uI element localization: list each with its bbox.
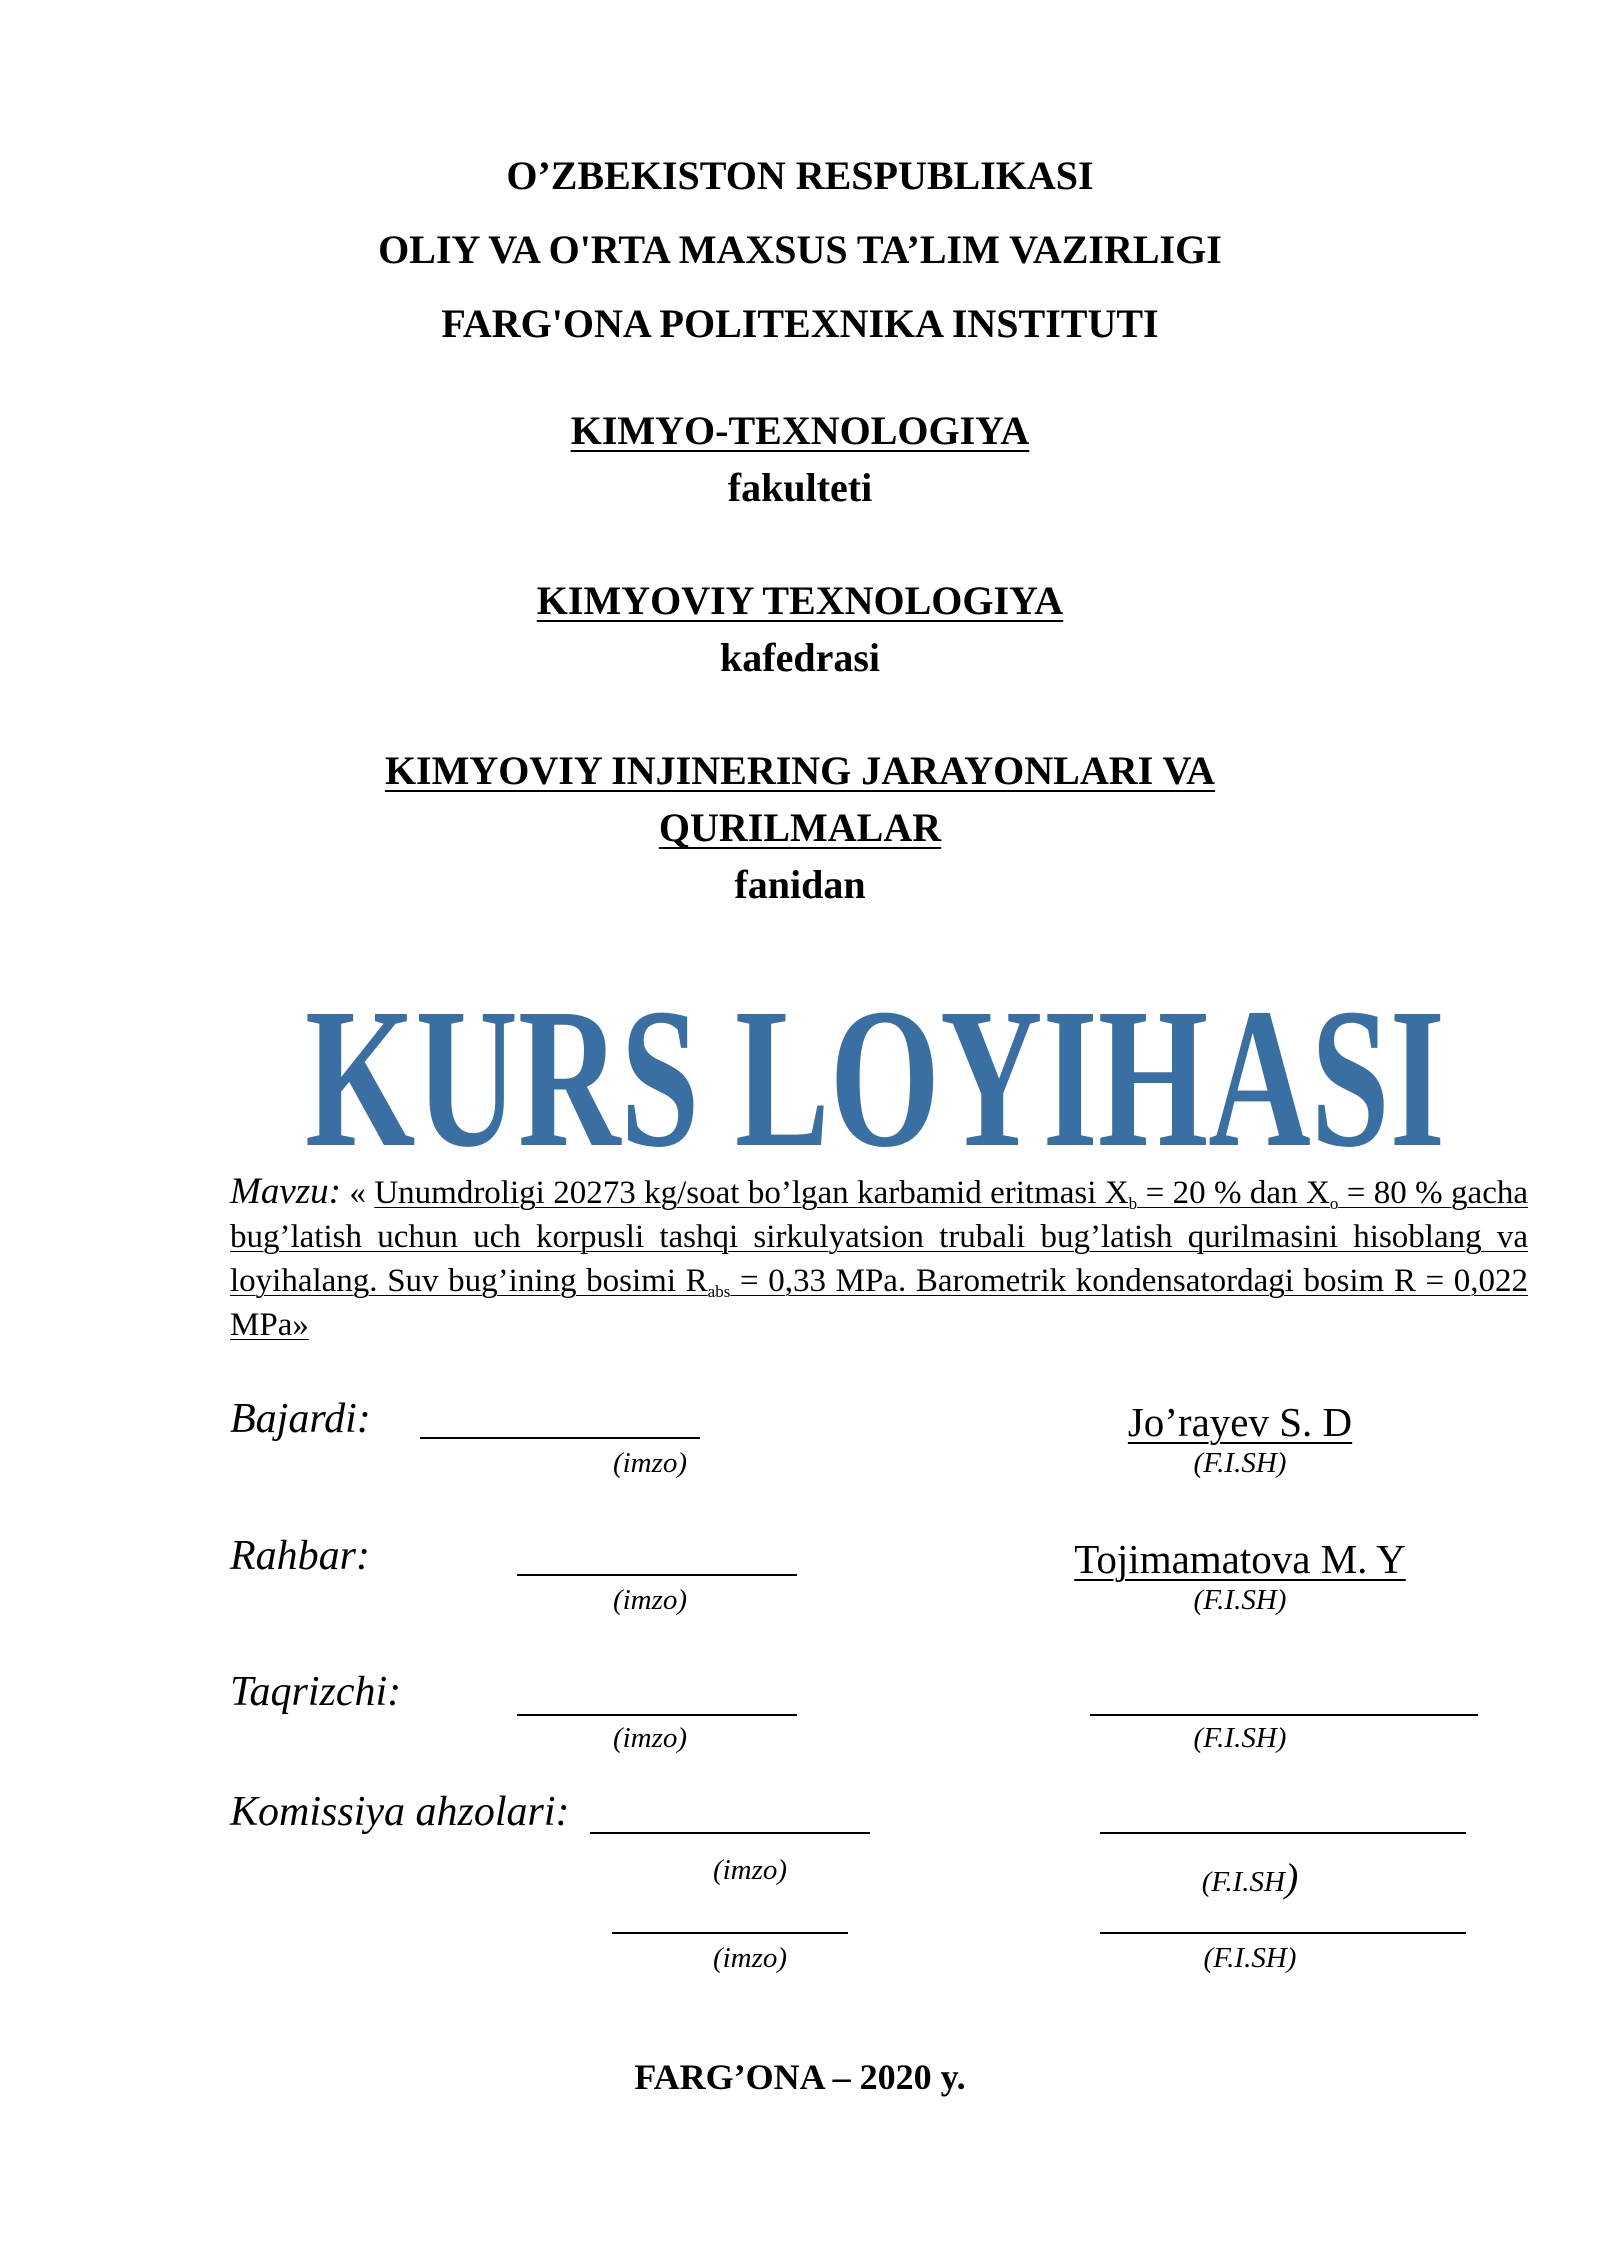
rahbar-label: Rahbar: <box>230 1533 370 1579</box>
ministry-country: O’ZBEKISTON RESPUBLIKASI <box>506 153 1094 198</box>
bajardi-signature-line <box>420 1437 700 1439</box>
topic-paragraph <box>230 1170 1528 1347</box>
faculty-suffix: fakulteti <box>727 465 873 510</box>
komissiya-name-note-1 <box>1150 1854 1350 1901</box>
rahbar-name-text: Tojimamatova M. Y <box>1074 1536 1406 1582</box>
rahbar-name-note: (F.I.SH) <box>1193 1584 1287 1616</box>
department-suffix: kafedrasi <box>720 635 880 680</box>
course-project-title-text: KURS LOYIHASI <box>305 968 1445 1155</box>
subject-suffix: fanidan <box>734 862 866 907</box>
department-name <box>0 577 1600 624</box>
bajardi-name-text: Jo’rayev S. D <box>1127 1399 1353 1445</box>
taqrizchi-name-note: (F.I.SH) <box>1193 1722 1287 1754</box>
topic-label: Mavzu: <box>230 1171 341 1212</box>
rahbar-sign-note: (imzo) <box>612 1584 688 1616</box>
bajardi-sign-note: (imzo) <box>612 1447 688 1479</box>
subject-name-line1 <box>0 747 1600 794</box>
komissiya-name-note-1-paren: ) <box>1284 1855 1299 1900</box>
komissiya-name-note-2: (F.I.SH) <box>1203 1942 1297 1974</box>
bajardi-name-note: (F.I.SH) <box>1193 1447 1287 1479</box>
taqrizchi-signature-line <box>517 1714 797 1716</box>
komissiya-name-line-1 <box>1100 1832 1466 1834</box>
komissiya-signature-line-2 <box>612 1932 848 1934</box>
rahbar-name <box>1040 1535 1440 1583</box>
topic-text-part2: = 20 % dan X <box>1137 1175 1330 1211</box>
komissiya-label: Komissiya ahzolari: <box>230 1789 570 1835</box>
department-name-text: KIMYOVIY TEXNOLOGIYA <box>536 578 1064 623</box>
institute-name: FARG'ONA POLITEXNIKA INSTITUTI <box>441 301 1159 346</box>
topic-text-part3: = 80 % gacha bug’latish uchun uch korpusli tashqi sirkulyatsion trubali bug’latish qurilmasini hisoblang va loyihalang. Suv bug’ining bosimi R <box>230 1175 1529 1299</box>
footer-city-year: FARG’ONA – 2020 y. <box>634 2057 966 2097</box>
ministry-name: OLIY VA O'RTA MAXSUS TA’LIM VAZIRLIGI <box>378 227 1222 272</box>
topic-sub-b: b <box>1128 1194 1138 1213</box>
bajardi-name <box>1040 1398 1440 1446</box>
topic-sub-abs: abs <box>707 1282 731 1301</box>
komissiya-signature-line-1 <box>590 1832 870 1834</box>
topic-text-part1: Unumdroligi 20273 kg/soat bo’lgan karbamid eritmasi X <box>374 1175 1129 1211</box>
faculty-name <box>0 407 1600 454</box>
komissiya-name-line-2 <box>1100 1932 1466 1934</box>
komissiya-sign-note-2: (imzo) <box>712 1942 788 1974</box>
topic-text-part4: = 0,33 MPa. Barometrik kondensatordagi bosim R = 0,022 MPa» <box>230 1263 1528 1343</box>
faculty-name-text: KIMYO-TEXNOLOGIYA <box>570 408 1030 453</box>
topic-text <box>230 1175 1528 1343</box>
subject-name-line2-text: QURILMALAR <box>658 805 942 850</box>
komissiya-name-note-1-text: (F.I.SH <box>1201 1866 1285 1898</box>
taqrizchi-sign-note: (imzo) <box>612 1722 688 1754</box>
rahbar-signature-line <box>517 1574 797 1576</box>
subject-name-line2 <box>0 804 1600 851</box>
topic-sub-o: o <box>1329 1194 1339 1213</box>
bajardi-label: Bajardi: <box>230 1396 371 1442</box>
subject-name-line1-text: KIMYOVIY INJINERING JARAYONLARI VA <box>384 748 1216 793</box>
taqrizchi-label: Taqrizchi: <box>230 1669 402 1715</box>
komissiya-sign-note-1: (imzo) <box>712 1854 788 1886</box>
taqrizchi-name-line <box>1090 1714 1478 1716</box>
course-project-title <box>300 935 1450 1155</box>
topic-open-quote: « <box>349 1175 366 1211</box>
